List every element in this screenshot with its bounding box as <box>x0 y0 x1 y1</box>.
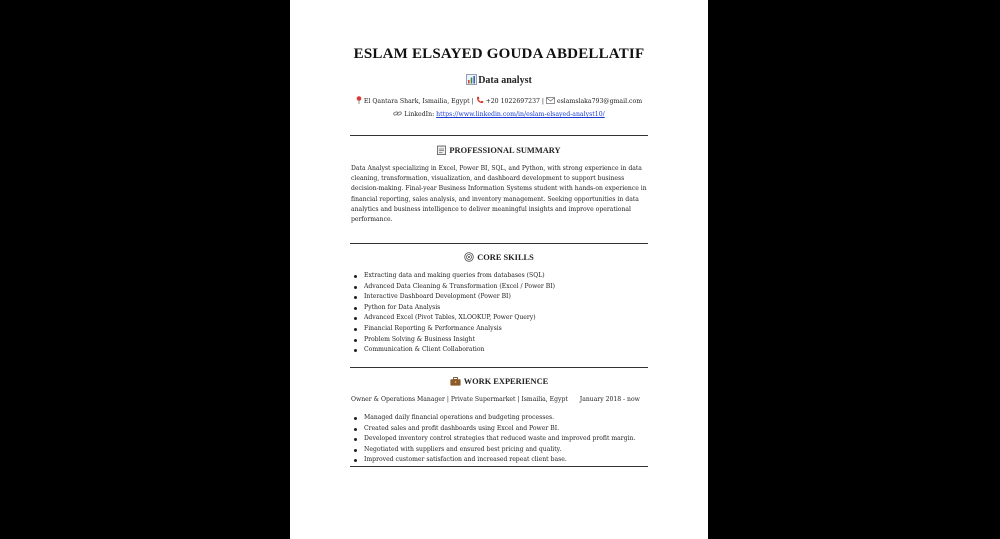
resume-page <box>290 0 708 539</box>
skills-heading <box>290 252 708 264</box>
summary-title: PROFESSIONAL SUMMARY <box>449 146 561 155</box>
briefcase-icon <box>450 377 461 388</box>
skill-item: Python for Data Analysis <box>351 303 651 314</box>
experience-item: Negotiated with suppliers and ensured best pricing and quality. <box>351 445 651 456</box>
divider <box>350 135 648 136</box>
divider <box>350 367 648 368</box>
location-text: El Qantara Shark, Ismailia, Egypt | <box>363 98 474 105</box>
candidate-name: ESLAM ELSAYED GOUDA ABDELLATIF <box>353 46 645 62</box>
skill-item: Communication & Client Collaboration <box>351 345 651 356</box>
contact-block <box>290 96 708 122</box>
job-dates: January 2018 - now <box>579 396 640 403</box>
skill-item: Advanced Excel (Pivot Tables, XLOOKUP, Power Query) <box>351 313 651 324</box>
divider <box>350 466 648 467</box>
divider <box>350 243 648 244</box>
phone-text: +20 1022697237 | <box>485 98 545 105</box>
target-icon <box>464 252 474 264</box>
skill-item: Advanced Data Cleaning & Transformation (Excel / Power BI) <box>351 282 651 293</box>
link-icon <box>393 110 402 122</box>
email-text[interactable]: eslamslaka793@gmail.com <box>556 98 643 105</box>
linkedin-link[interactable]: https://www.linkedin.com/in/eslam-elsayed-analyst10/ <box>436 111 605 118</box>
experience-item: Developed inventory control strategies that reduced waste and improved profit margin. <box>351 434 651 445</box>
contact-line <box>290 96 708 109</box>
experience-item: Improved customer satisfaction and increased repeat client base. <box>351 455 651 466</box>
summary-heading <box>290 145 708 157</box>
experience-item: Created sales and profit dashboards using Excel and Power BI. <box>351 424 651 435</box>
role-text: Data analyst <box>478 75 532 86</box>
job-title: Owner & Operations Manager | Private Supermarket | Ismailia, Egypt <box>351 396 568 403</box>
envelope-icon <box>546 97 555 109</box>
experience-item: Managed daily financial operations and budgeting processes. <box>351 413 651 424</box>
bar-chart-icon <box>466 74 477 88</box>
job-header <box>351 396 651 403</box>
skill-item: Financial Reporting & Performance Analysis <box>351 324 651 335</box>
skills-title: CORE SKILLS <box>477 253 534 262</box>
clipboard-icon <box>437 145 446 157</box>
experience-heading <box>290 377 708 388</box>
skill-item: Problem Solving & Business Insight <box>351 335 651 346</box>
linkedin-line <box>290 109 708 122</box>
experience-list <box>351 413 651 466</box>
skills-list <box>351 271 651 356</box>
skill-item: Extracting data and making queries from databases (SQL) <box>351 271 651 282</box>
experience-title: WORK EXPERIENCE <box>463 377 549 386</box>
job-role <box>290 74 708 88</box>
skill-item: Interactive Dashboard Development (Power BI) <box>351 292 651 303</box>
phone-icon <box>476 96 484 109</box>
summary-text: Data Analyst specializing in Excel, Power BI, SQL, and Python, with strong experience in data cleaning, transformation, visualization, and dashboard development to support business decision-making. Final-year Business Information Systems student with hands-on experience in financial reporting, sales analysis, and inventory management. Seeking opportunities in data analytics and business intelligence to deliver meaningful insights and improve operational performance. <box>351 165 647 224</box>
map-pin-icon <box>356 96 362 109</box>
linkedin-label: LinkedIn: <box>404 111 435 118</box>
